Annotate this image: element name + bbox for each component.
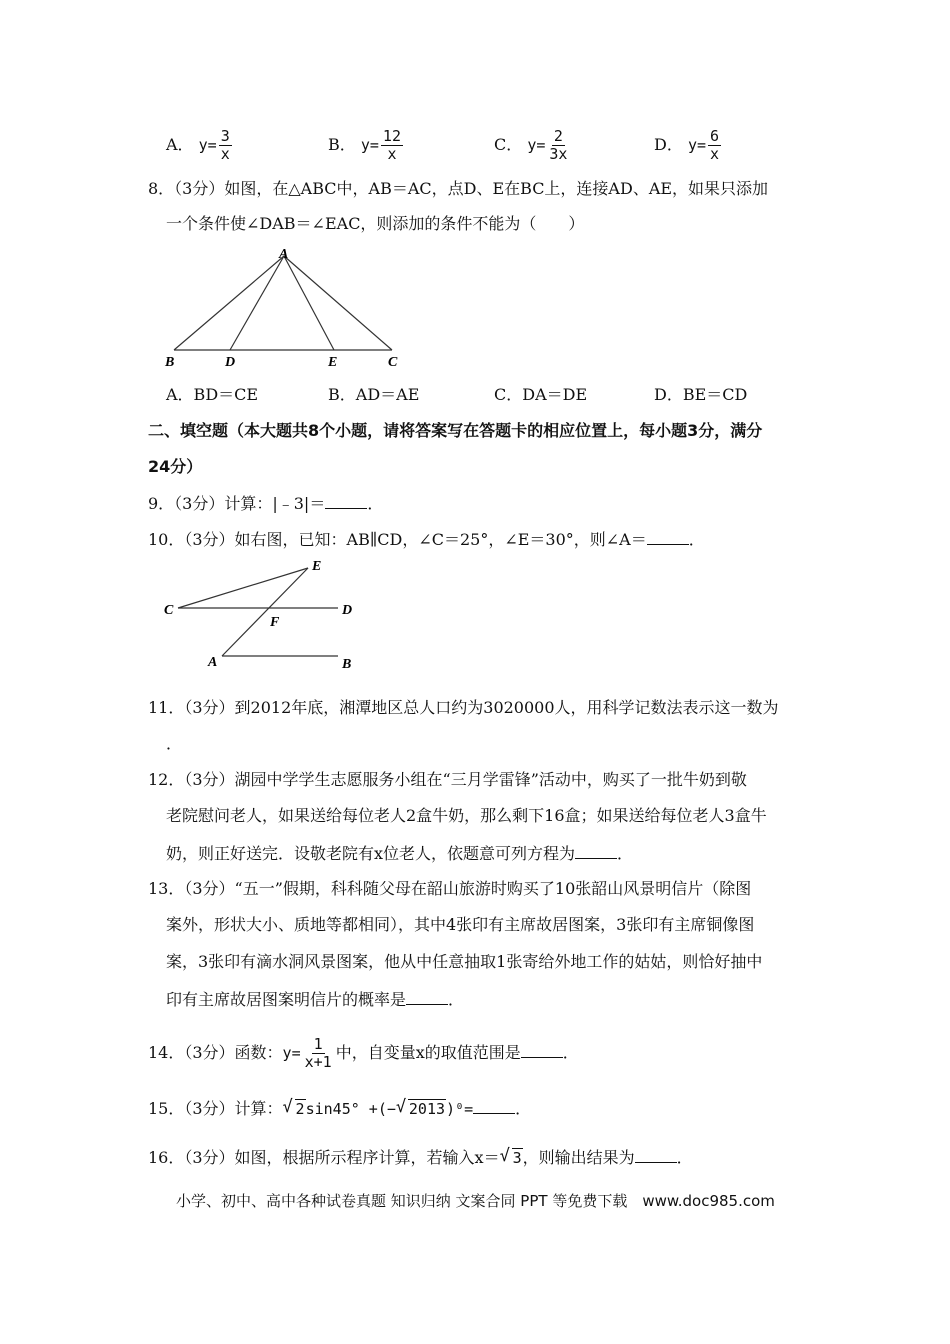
denominator: x — [710, 145, 720, 163]
q7-option-c — [494, 128, 571, 163]
answer-blank — [521, 1041, 563, 1058]
q10-text: 10．（3分）如右图，已知：AB∥CD，∠C＝25°，∠E＝30°，则∠A＝ — [148, 530, 647, 549]
q11-line-2: ． — [166, 734, 183, 753]
point-label-e: E — [312, 559, 322, 574]
answer-blank — [647, 528, 689, 545]
q16-after: ，则输出结果为 — [522, 1148, 635, 1167]
radicand: 3 — [512, 1149, 522, 1167]
radicand: 2 — [295, 1100, 305, 1118]
option-label: C． — [494, 135, 523, 154]
q13-line-3: 案，3张印有滴水洞风景图案，他从中任意抽取1张寄给外地工作的姑姑，则恰好抽中 — [166, 952, 763, 971]
q9 — [148, 492, 383, 515]
q14-tail: ． — [562, 1043, 579, 1062]
q13-text: 印有主席故居图案明信片的概率是 — [166, 990, 407, 1009]
formula-prefix: y= — [282, 1044, 301, 1062]
segment-ae — [284, 256, 334, 350]
q7-option-a — [166, 128, 234, 163]
q9-tail: ． — [367, 494, 384, 513]
denominator: x+1 — [304, 1053, 332, 1071]
q13-tail: ． — [448, 990, 465, 1009]
fraction — [381, 128, 403, 163]
fraction — [708, 128, 721, 163]
answer-blank — [575, 842, 617, 859]
sqrt-expression — [500, 1147, 523, 1169]
q10 — [148, 528, 705, 551]
q13-line-2: 案外，形状大小、质地等都相同），其中4张印有主席故居图案，3张印有主席铜像图 — [166, 915, 755, 934]
point-label-b: B — [165, 355, 175, 370]
fraction — [303, 1036, 334, 1071]
q12-text: 奶，则正好送完．设敬老院有x位老人，依题意可列方程为 — [166, 844, 576, 863]
point-label-b: B — [342, 657, 352, 672]
option-label: D． — [654, 135, 683, 154]
section-heading-line-2: 24分） — [148, 457, 203, 476]
sqrt-expression — [283, 1098, 306, 1120]
fraction — [219, 128, 232, 163]
radicand: 2013 — [408, 1100, 446, 1118]
segment-ac — [284, 256, 392, 350]
point-label-a: A — [279, 247, 289, 262]
q16-text: 16．（3分）如图，根据所示程序计算，若输入x＝ — [148, 1148, 500, 1167]
point-label-a: A — [208, 655, 218, 670]
q8-line-2: 一个条件使∠DAB＝∠EAC，则添加的条件不能为（ ） — [166, 214, 585, 233]
q8-option-c: C．DA＝DE — [494, 385, 588, 404]
q15 — [148, 1097, 531, 1120]
answer-blank — [406, 988, 448, 1005]
formula-prefix: y= — [360, 136, 379, 154]
segment-ad — [230, 256, 284, 350]
q16 — [148, 1146, 693, 1169]
answer-blank — [325, 492, 367, 509]
denominator: x — [387, 145, 397, 163]
fraction — [547, 128, 569, 163]
denominator: x — [220, 145, 230, 163]
q16-tail: ． — [676, 1148, 693, 1167]
point-label-d: D — [225, 355, 236, 370]
q8-option-b: B．AD＝AE — [328, 385, 420, 404]
answer-blank — [635, 1146, 677, 1163]
q14 — [148, 1036, 579, 1071]
q11-line-1: 11．（3分）到2012年底，湘潭地区总人口约为3020000人，用科学记数法表示这一数为 — [148, 698, 779, 717]
q10-tail: ． — [688, 530, 705, 549]
formula-prefix: y= — [198, 136, 217, 154]
numerator: 1 — [313, 1035, 323, 1053]
numerator: 2 — [553, 127, 563, 145]
q12-tail: ． — [617, 844, 634, 863]
triangle-figure — [160, 244, 410, 372]
q7-option-b — [328, 128, 405, 163]
point-label-c: C — [388, 355, 398, 370]
point-label-d: D — [342, 603, 353, 618]
q12-line-3 — [166, 842, 633, 865]
q13-line-1: 13．（3分）“五一”假期，科科随父母在韶山旅游时购买了10张韶山风景明信片（除图 — [148, 879, 752, 898]
segment-ab — [174, 256, 284, 350]
q7-option-d — [654, 128, 723, 163]
numerator: 6 — [710, 127, 720, 145]
parallel-lines-figure — [160, 552, 360, 674]
q8-option-a: A．BD＝CE — [166, 385, 259, 404]
q9-text: 9．（3分）计算：|﹣3|＝ — [148, 494, 326, 513]
q8-line-1: 8．（3分）如图，在△ABC中，AB＝AC，点D、E在BC上，连接AD、AE，如果只添加 — [148, 179, 769, 198]
point-label-e: E — [328, 355, 338, 370]
option-label: B． — [328, 135, 356, 154]
formula-prefix: y= — [527, 136, 546, 154]
formula-middle: sin45° +(− — [305, 1100, 396, 1118]
formula-end: )⁰= — [446, 1100, 474, 1118]
denominator: 3x — [549, 145, 568, 163]
point-label-c: C — [164, 603, 174, 618]
q12-line-2: 老院慰问老人，如果送给每位老人2盒牛奶，那么剩下16盒；如果送给每位老人3盒牛 — [166, 806, 767, 825]
q14-text: 14．（3分）函数： — [148, 1043, 283, 1062]
answer-blank — [473, 1097, 515, 1114]
formula-prefix: y= — [687, 136, 706, 154]
q12-line-1: 12．（3分）湖园中学学生志愿服务小组在“三月学雷锋”活动中，购买了一批牛奶到敬 — [148, 770, 747, 789]
q14-after: 中，自变量x的取值范围是 — [335, 1043, 521, 1062]
point-label-f: F — [270, 615, 280, 630]
page-footer: 小学、初中、高中各种试卷真题 知识归纳 文案合同 PPT 等免费下载 www.doc985.com — [176, 1192, 775, 1210]
sqrt-expression — [396, 1098, 446, 1120]
numerator: 12 — [382, 127, 401, 145]
q15-tail: ． — [515, 1099, 532, 1118]
option-label: A． — [166, 135, 194, 154]
q15-text: 15．（3分）计算： — [148, 1099, 283, 1118]
numerator: 3 — [220, 127, 230, 145]
section-heading-line-1: 二、填空题（本大题共8个小题，请将答案写在答题卡的相应位置上，每小题3分，满分 — [148, 421, 763, 440]
q13-line-4 — [166, 988, 464, 1011]
q8-option-d: D．BE＝CD — [654, 385, 748, 404]
